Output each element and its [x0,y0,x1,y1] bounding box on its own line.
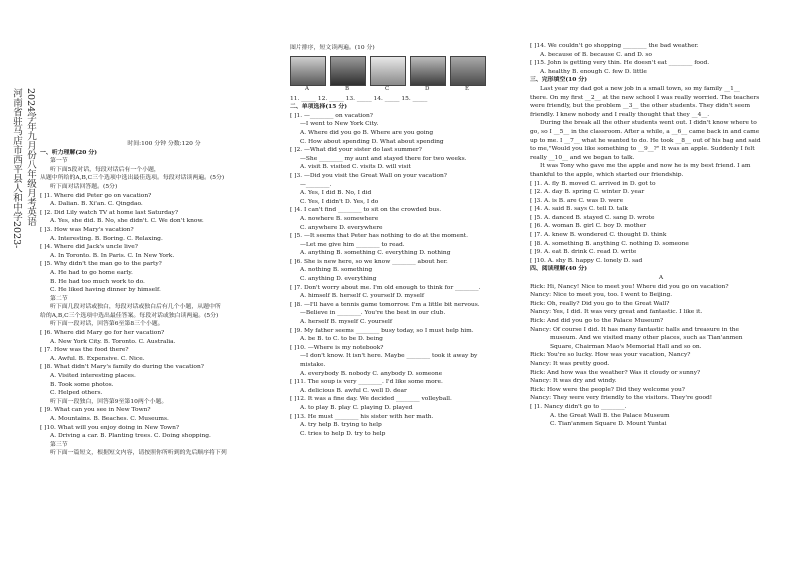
col2-line: —________. [300,181,332,188]
col1-line: [ ]9. What can you see in New Town? [40,407,151,414]
col2-line: C. anything D. everything [300,276,377,283]
col3-line: Nancy: Yes, I did. It was very great and fantastic. I like it. [530,309,703,316]
col3-line: [ ]1. Nancy didn't go to ________. [530,403,627,410]
col3-line: [ ]7. A. knew B. wondered C. thought D. think [530,232,667,239]
col2-line: [ ]9. My father seems ________ busy today, so I must help him. [290,327,474,334]
col2-line: [ ]7. Don't worry about me. I'm old enough to think for ________. [290,284,481,291]
listening-section [40,149,288,458]
col3-line: Rick: You're so lucky. How was your vacation, Nancy? [530,352,691,359]
picture-order-instruction: 图片排序，短文读两遍。(10 分) [290,45,375,51]
col3-line: thankful to the apple, which started our friendship. [530,171,684,178]
col3-line: Rick: Oh, really? Did you go to the Great Wall? [530,300,670,307]
col2-line: —Believe in ________. You're the best in our club. [300,310,446,317]
multiple-choice-section [290,103,528,438]
photo-c: C [370,56,406,86]
col3-line: Rick: And did you go to the Palace Museum? [530,318,664,324]
col1-line: 第二节 [50,295,68,302]
col1-line: B. He had too much work to do. [50,278,145,285]
col1-line: C. He liked having dinner by himself. [50,287,161,294]
col1-line: [ ]7. How was the food there? [40,347,129,354]
col2-line: A. visit B. visited C. visits D. will visit [300,164,411,171]
col3-line: It was Tony who gave me the apple and now he is my best friend. I am [540,163,751,170]
col1-line: 听下面一篇短文，根据短文内容，请按照你所听到的先后顺序将下列 [50,450,227,457]
col2-line: A. be B. to C. to be D. being [300,336,383,343]
col2-line: [ ]2. —What did your sister do last summer? [290,147,422,154]
col2-line: C. tries to help D. try to help [300,430,386,437]
side-title-line-2: 2024学年九月份八年级月考英语 [25,88,36,227]
col1-line: A. Awful. B. Expensive. C. Nice. [50,355,145,362]
col3-line: Square, Chairman Mao's Memorial Hall and so on. [550,343,702,350]
col2-line: A. anything B. something C. everything D. nothing [300,250,451,257]
col2-line: [ ]8. —I'll have a tennis game tomorrow. I'm a little bit nervous. [290,301,480,308]
col3-line: A. because of B. because C. and D. so [540,51,652,58]
col1-line: A. He had to go home early. [50,269,133,276]
col2-line: —Let me give him ________ to read. [300,241,405,248]
photo-a: A [290,56,326,86]
col3-line: Rick: And how was the weather? Was it cloudy or sunny? [530,369,701,376]
col1-line: 从题中所给的A,B,C三个选项中选出最佳选项。每段对话读两遍。(5分) [40,175,225,182]
col3-line: Nancy: Nice to meet you, too. I went to Beijing. [530,292,673,299]
col1-line: A. Visited interesting places. [50,373,136,380]
col2-line: A. try help B. trying to help [300,422,382,429]
col2-line: A. Where did you go B. Where are you going [300,129,434,136]
col2-line: C. Yes, I didn't D. Yes, I do [300,198,379,205]
col1-line: A. Yes, she did. B. No, she didn't. C. We don't know. [50,218,204,225]
side-title-line-1: 河南省驻马店市西平县人和中学2023- [11,88,22,249]
photo-answer-blanks: 11. _____ 12. _____ 13. _____ 14. _____ 15. _____ [290,95,428,102]
col1-line: 第一节 [50,158,68,165]
col1-line: 给的A,B,C三个选项中选出最佳答案。每段对话或独白读两遍。(5分) [40,312,219,319]
col3-line: to me,"Would you like something to __9__?" It was an apple. Suddenly I felt [530,146,755,153]
col1-line: A. Interesting. B. Boring. C. Relaxing. [50,235,163,242]
col3-line: [ ]2. A. day B. spring C. winter D. year [530,189,645,196]
column-left [40,0,288,561]
col3-line: go, so I __5__ in the classroom. After a while, a __6__ came back in and came [530,128,760,135]
col1-line: 一、听力理解(20 分) [40,148,98,156]
col3-line: [ ]1. A. fly B. moved C. arrived in D. got to [530,180,656,187]
col2-line: [ ]13. He must ________ his sister with her math. [290,413,434,420]
col3-line: Nancy: Of course I did. It has many fantastic halls and treasure in the [530,326,739,333]
col2-line: [ ]10. —Where is my notebook? [290,344,384,351]
col1-line: A. New York City. B. Toronto. C. Australia. [50,338,176,345]
col1-line: [ ]5. Why didn't the man go to the party? [40,261,162,268]
col1-line: 听下面一段对话，回答第6至第8三个小题。 [50,321,164,328]
col2-line: A. everybody B. nobody C. anybody D. someone [300,370,443,377]
col2-line: —She ________ my aunt and stayed there for two weeks. [300,155,467,162]
col2-line: [ ]4. I can't find ________ to sit on the crowded bus. [290,207,442,214]
col3-line: [ ]5. A. danced B. stayed C. sang D. wrote [530,214,655,221]
col3-line: were friendly, but the problem __3__ the other students. They didn't seem [530,103,751,110]
col1-line: [ ]1. Where did Peter go on vacation? [40,192,152,199]
col1-line: A. Driving a car. B. Planting trees. C. Doing shopping. [50,433,211,440]
cloze-reading-section [530,42,792,429]
col1-line: A. Mountains. B. Beaches. C. Museums. [50,416,169,422]
col3-line: [ ]10. A. shy B. happy C. lonely D. sad [530,257,643,264]
col3-line: museum. And we visited many other places, such as Tian'anmen [550,335,743,342]
col3-line: [ ]4. A. said B. says C. tell D. talk [530,206,628,213]
col2-line: A. nowhere B. somewhere [300,215,379,222]
col2-line: A. nothing B. something [300,267,373,274]
col2-line: [ ]1. —________ on vacation? [290,112,373,119]
col2-line: [ ]12. It was a fine day. We decided ________ volleyball. [290,396,452,403]
col1-line: C. Helped others. [50,390,103,397]
column-right [530,0,792,561]
col3-line: Rick: How were the people? Did they welcome you? [530,386,685,393]
col3-line: [ ]3. A. is B. are C. was D. were [530,197,624,204]
col3-line: really __10__ and we began to talk. [530,154,635,161]
col1-line: [ ]10. What will you enjoy doing in New Town? [40,424,180,431]
col1-line: 听下面几段对话或独白，每段对话或独白后有几个小题，从题中所 [50,304,221,311]
photo-e: E [450,56,486,86]
col3-line: there. On my first __2__ at the new school I was really worried. The teachers [530,94,760,101]
photo-b: B [330,56,366,86]
col3-line: [ ]14. We couldn't go shopping ________ the bad weather. [530,43,699,49]
col3-line: [ ]9. A. eat B. drink C. read D. write [530,249,637,256]
col3-line: Nancy: It was pretty good. [530,360,610,367]
col3-line: [ ]8. A. something B. anything C. nothing D. someone [530,240,689,247]
col2-line: A. himself B. herself C. yourself D. myself [300,293,425,300]
col1-line: 听下面5段对话，每段对话后有一个小题， [50,166,160,173]
col1-line: [ ]4. Where did Jack's uncle live? [40,244,138,251]
col3-line: up to me. I __7__ what he wanted to do. He took __8__ out of his bag and said [530,137,761,144]
col1-line: [ ]6. Where did Mary go for her vacation? [40,330,165,337]
col2-line: C. How about spending D. What about spending [300,138,444,145]
col2-line: C. anywhere D. everywhere [300,224,383,231]
col1-line: 第三节 [50,441,68,448]
col3-line: Nancy: It was dry and windy. [530,378,617,385]
col2-line: 二、单项选择(15 分) [290,103,348,111]
col1-line: 听下面一段独白，回答第9至第10两个小题。 [50,398,168,405]
col1-line: [ ]2. Did Lily watch TV at home last Saturday? [40,209,179,216]
column-middle [290,0,528,561]
col2-line: [ ]5. —It seems that Peter has nothing to do at the moment. [290,233,469,240]
col2-line: A. herself B. myself C. yourself [300,319,393,326]
col2-line: A. Yes, I did B. No, I did [300,190,372,197]
col2-line: —I don't know. It isn't here. Maybe ________ took it away by [300,353,478,360]
col3-line: A. healthy B. enough C. few D. little [540,68,647,75]
col3-line: During the break all the other students went out. I didn't know where to [540,120,757,127]
col2-line: —I went to New York City. [300,121,379,128]
col1-line: B. Took some photos. [50,381,114,388]
col3-line: A [658,275,664,282]
col2-line: [ ]3. —Did you visit the Great Wall on your vacation? [290,172,447,179]
col3-line: [ ]15. John is getting very thin. He doesn't eat ________ food. [530,60,710,67]
col3-line: Nancy: They were very friendly to the visitors. They're good! [530,395,713,402]
col3-line: [ ]6. A. woman B. girl C. boy D. mother [530,223,647,230]
exam-info: 时间:100 分钟 分数:120 分 [127,141,201,147]
col3-line: Last year my dad got a new job in a small town, so my family __1__ [540,85,740,92]
col3-line: 四、阅读理解(40 分) [530,265,588,273]
col2-line: A. to play B. play C. playing D. played [300,404,413,411]
photo-d: D [410,56,446,86]
col1-line: [ ]3. How was Mary's vacation? [40,226,134,233]
col3-line: C. Tian'anmen Square D. Mount Yuntai [550,421,667,428]
photo-strip [290,56,528,92]
col3-line: friendly. I knew nobody and I really thought that they __4__. [530,111,710,118]
col3-line: A. the Great Wall B. the Palace Museum [550,412,670,419]
col3-line: Rick: Hi, Nancy! Nice to meet you! Where did you go on vacation? [530,283,729,290]
col3-line: 三、完形填空(10 分) [530,76,588,84]
col2-line: [ ]11. The soup is very ________. I'd like some more. [290,379,443,386]
col2-line: mistake. [300,362,326,368]
col1-line: A. Dalian. B. Xi'an. C. Qingdao. [50,201,143,208]
col1-line: A. In Toronto. B. In Paris. C. In New York. [50,252,175,259]
col1-line: [ ]8. What didn't Mary's family do during the vacation? [40,364,204,371]
col1-line: 听下面对话回答题。(5分) [50,183,118,190]
col2-line: A. delicious B. awful C. well D. dear [300,387,407,394]
col2-line: [ ]6. She is new here, so we know ________ about her. [290,258,448,265]
